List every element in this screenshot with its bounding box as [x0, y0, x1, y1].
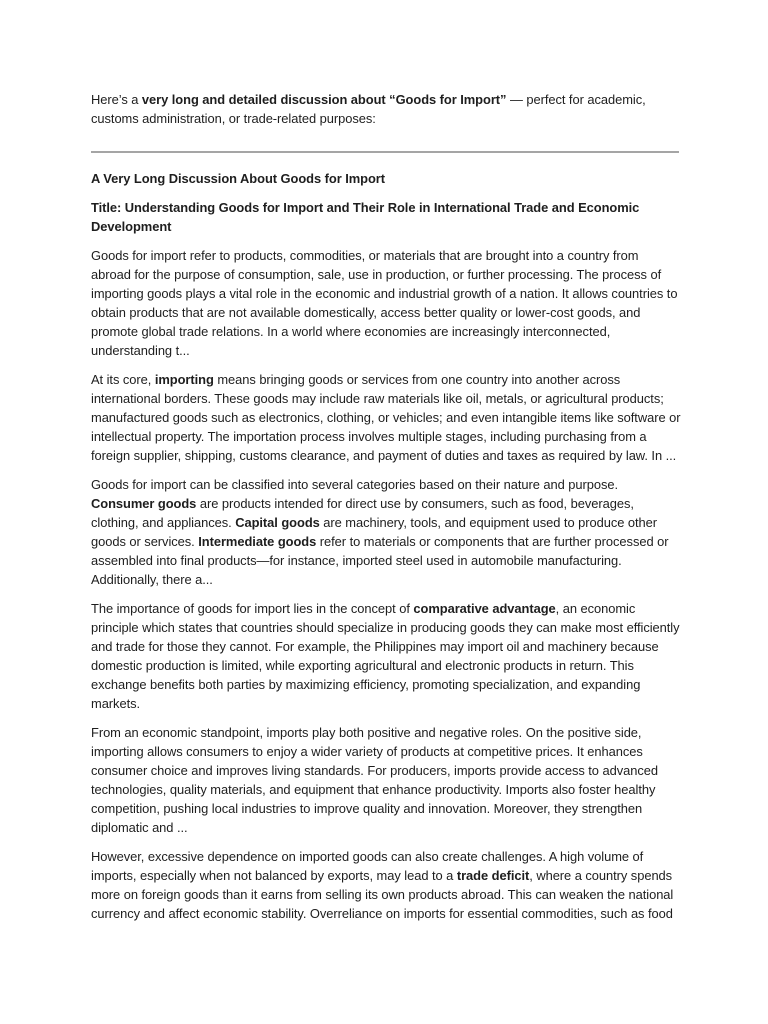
intro-paragraph: [91, 90, 681, 128]
horizontal-rule: [91, 151, 679, 153]
paragraph-importing: [91, 370, 681, 465]
paragraph-definition: Goods for import refer to products, commodities, or materials that are brought into a country from abroad for the purpose of consumption, sale, use in production, or further processing. The process of importing goods plays a vital role in the economic and industrial growth of a nation. It allows countries to obtain products that are not available domestically, access better quality or lower-cost goods, and promote global trade relations. In a world where economies are increasingly interconnected, understanding t...: [91, 248, 678, 358]
bold-term-comparative-advantage: comparative advantage: [413, 601, 556, 616]
paragraph-trade-deficit: [91, 847, 681, 923]
text-run: , where a country spends more on foreign goods than it earns from selling its own products abroad. This can weaken the national currency and affect economic stability. Overreliance on imports for essential commodities, such as food: [91, 868, 674, 921]
text-run: refer to materials or components that are further processed or assembled into final products—for instance, imported steel used in automobile manufacturing. Additionally, there a...: [91, 534, 669, 587]
intro-prefix: Here’s a: [91, 92, 142, 107]
document-content: [91, 90, 681, 933]
paragraph-comparative-advantage: [91, 599, 681, 713]
text-run: are products intended for direct use by consumers, such as food, beverages, clothing, and appliances.: [91, 496, 634, 530]
bold-term-importing: importing: [154, 372, 214, 387]
intro-bold-phrase: very long and detailed discussion about “Goods for Import”: [141, 92, 507, 107]
text-run: are machinery, tools, and equipment used to produce other goods or services.: [91, 515, 658, 549]
bold-term-consumer-goods: Consumer goods: [91, 496, 197, 511]
text-run: At its core,: [91, 372, 155, 387]
text-run: means bringing goods or services from one country into another across international borders. These goods may include raw materials like oil, metals, or agricultural products; manufactured goods such as electronics, clothing, or vehicles; and even intangible items like software or intellectual property. The importation process involves multiple stages, including purchasing from a foreign supplier, shipping, customs clearance, and payment of duties and taxes as required by law. In ...: [91, 372, 681, 463]
text-run: The importance of goods for import lies in the concept of: [91, 601, 414, 616]
section-heading: A Very Long Discussion About Goods for Import: [91, 171, 386, 186]
text-run: , an economic principle which states that countries should specialize in producing goods they can make most efficiently and trade for those they cannot. For example, the Philippines may import oil and machinery because domestic production is limited, while exporting agricultural and electronic products in return. This exchange benefits both parties by maximizing efficiency, promoting specialization, and expanding markets.: [91, 601, 680, 711]
bold-term-trade-deficit: trade deficit: [456, 868, 530, 883]
bold-term-capital-goods: Capital goods: [235, 515, 320, 530]
paragraph-categories: [91, 475, 681, 589]
intro-suffix: — perfect for academic, customs administration, or trade-related purposes:: [91, 92, 646, 126]
paragraph-economic-roles: From an economic standpoint, imports play both positive and negative roles. On the positive side, importing allows consumers to enjoy a wider variety of products at competitive prices. It enhances consumer choice and improves living standards. For producers, imports provide access to advanced technologies, quality materials, and equipment that enhance productivity. Imports also foster healthy competition, pushing local industries to improve quality and innovation. Moreover, they strengthen diplomatic and ...: [91, 725, 658, 835]
text-run: However, excessive dependence on imported goods can also create challenges. A high volume of imports, especially when not balanced by exports, may lead to a: [91, 849, 644, 883]
document-title: Title: Understanding Goods for Import and Their Role in International Trade and Economic Development: [91, 200, 640, 234]
bold-term-intermediate-goods: Intermediate goods: [198, 534, 317, 549]
text-run: Goods for import can be classified into several categories based on their nature and purpose.: [91, 477, 619, 492]
